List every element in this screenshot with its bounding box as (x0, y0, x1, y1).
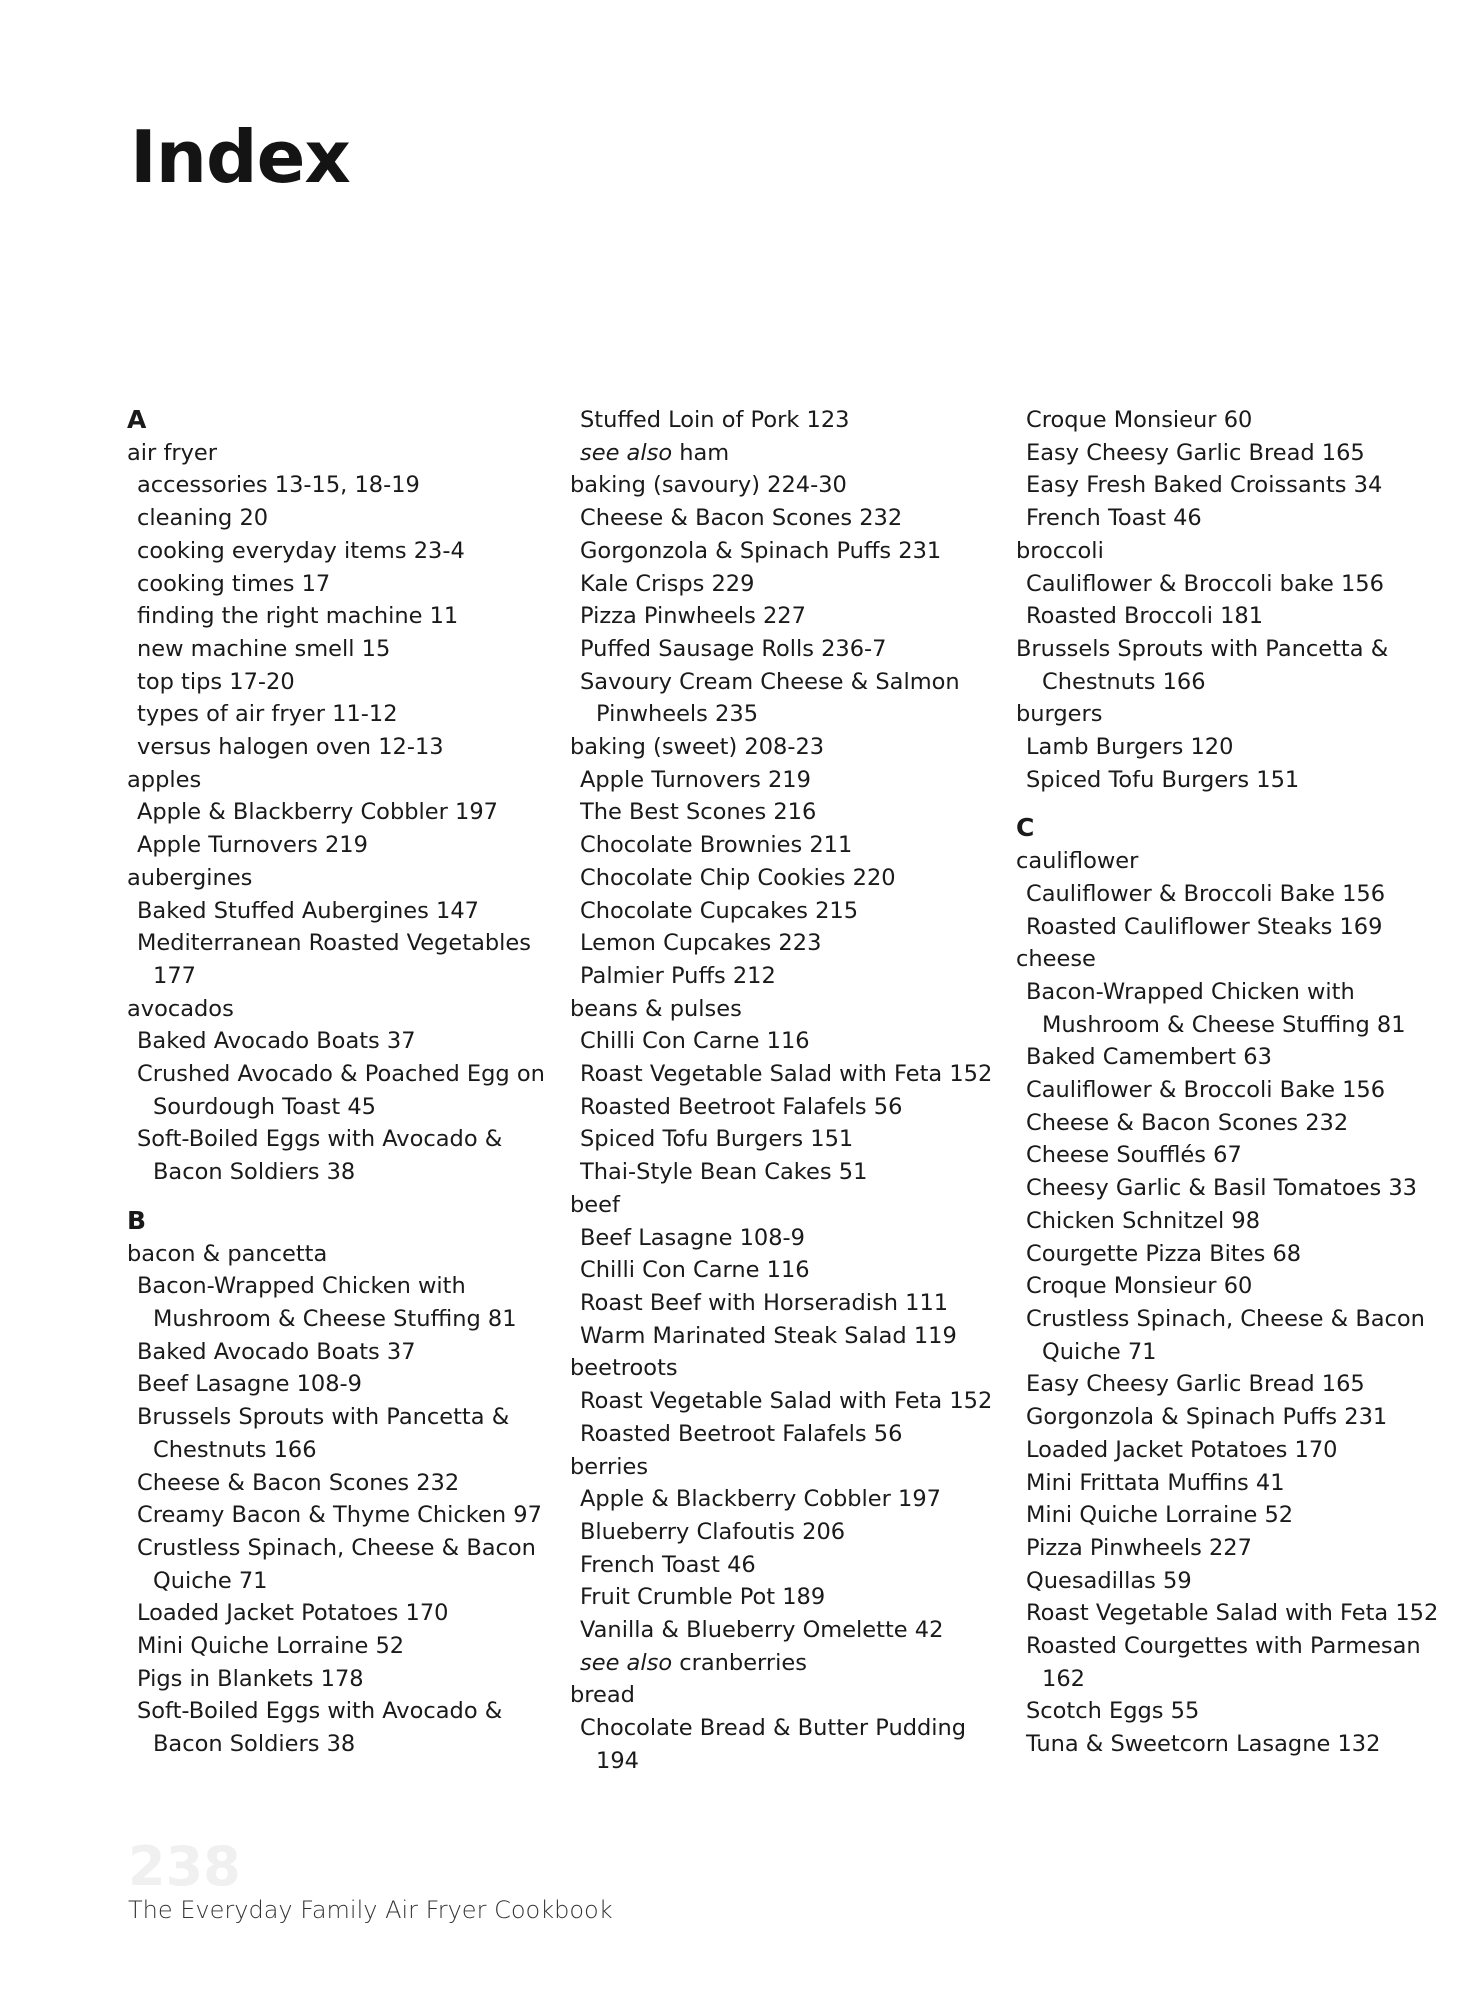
index-subentry: Cauliflower & Broccoli Bake 156 (1026, 1077, 1386, 1104)
index-subentry: Chocolate Chip Cookies 220 (580, 864, 896, 891)
index-subentry: top tips 17-20 (137, 668, 295, 695)
index-subentry: Cauliflower & Broccoli bake 156 (1026, 570, 1384, 597)
index-subentry: Bacon-Wrapped Chicken with (137, 1273, 466, 1300)
index-subentry: Loaded Jacket Potatoes 170 (137, 1600, 449, 1627)
index-continuation: Bacon Soldiers 38 (153, 1731, 356, 1758)
index-subentry: cooking everyday items 23-4 (137, 537, 465, 564)
index-subentry: Spiced Tofu Burgers 151 (580, 1126, 854, 1153)
index-heading: baking (savoury) 224-30 (570, 472, 847, 499)
index-subentry: cleaning 20 (137, 505, 269, 532)
index-heading: bread (570, 1682, 635, 1709)
index-heading: beef (570, 1191, 620, 1218)
index-column-1 (127, 404, 547, 1761)
index-heading: apples (127, 766, 202, 793)
index-subentry: Croque Monsieur 60 (1026, 407, 1253, 433)
index-continuation: Mushroom & Cheese Stuffing 81 (1042, 1011, 1406, 1038)
index-subentry: Roast Vegetable Salad with Feta 152 (1026, 1600, 1439, 1627)
index-subentry: Puffed Sausage Rolls 236-7 (580, 635, 887, 662)
index-subentry: Soft-Boiled Eggs with Avocado & (137, 1126, 503, 1153)
index-subentry: Pizza Pinwheels 227 (1026, 1534, 1252, 1561)
index-subentry: Mini Quiche Lorraine 52 (1026, 1502, 1294, 1529)
index-subentry: Easy Cheesy Garlic Bread 165 (1026, 1371, 1365, 1398)
index-subentry: Apple & Blackberry Cobbler 197 (580, 1486, 941, 1513)
index-continuation: Mushroom & Cheese Stuffing 81 (153, 1305, 517, 1332)
index-heading: Brussels Sprouts with Pancetta & (1016, 635, 1389, 662)
index-subentry: The Best Scones 216 (580, 799, 817, 826)
index-subentry: Roast Vegetable Salad with Feta 152 (580, 1388, 993, 1415)
index-subentry: Roast Vegetable Salad with Feta 152 (580, 1061, 993, 1088)
see-also-label: see also (580, 1649, 673, 1676)
index-subentry: Easy Cheesy Garlic Bread 165 (1026, 439, 1365, 466)
index-subentry: Crustless Spinach, Cheese & Bacon (1026, 1305, 1425, 1332)
index-subentry: Apple Turnovers 219 (137, 832, 368, 859)
index-subentry: cooking times 17 (137, 570, 331, 597)
index-subentry: Baked Avocado Boats 37 (137, 1338, 416, 1365)
index-subentry: Quesadillas 59 (1026, 1567, 1192, 1594)
index-subentry: Easy Fresh Baked Croissants 34 (1026, 472, 1383, 499)
index-continuation: Quiche 71 (1042, 1338, 1157, 1365)
index-heading: air fryer (127, 439, 218, 466)
index-continuation: Bacon Soldiers 38 (153, 1159, 356, 1186)
index-subentry (570, 1647, 990, 1680)
index-heading: cauliflower (1016, 848, 1139, 875)
index-subentry: Cauliflower & Broccoli Bake 156 (1026, 880, 1386, 907)
index-continuation: 194 (596, 1747, 639, 1774)
index-subentry: Apple Turnovers 219 (580, 766, 811, 793)
index-subentry: finding the right machine 11 (137, 603, 459, 630)
index-heading: burgers (1016, 701, 1103, 728)
index-subentry: Crustless Spinach, Cheese & Bacon (137, 1534, 536, 1561)
index-subentry: types of air fryer 11-12 (137, 701, 398, 728)
index-subentry: Lemon Cupcakes 223 (580, 930, 822, 957)
index-heading: broccoli (1016, 537, 1104, 564)
index-subentry: Spiced Tofu Burgers 151 (1026, 766, 1300, 793)
index-subentry: new machine smell 15 (137, 635, 391, 662)
index-subentry (570, 437, 990, 470)
index-subentry: Roasted Beetroot Falafels 56 (580, 1420, 903, 1447)
index-heading: bacon & pancetta (127, 1240, 328, 1267)
index-continuation: Chestnuts 166 (1042, 668, 1206, 695)
index-subentry: Gorgonzola & Spinach Puffs 231 (580, 537, 942, 564)
index-subentry: Stuffed Loin of Pork 123 (580, 407, 850, 433)
index-subentry: Palmier Puffs 212 (580, 962, 776, 989)
index-subentry: Cheese & Bacon Scones 232 (1026, 1109, 1349, 1136)
index-subentry: Cheese Soufflés 67 (1026, 1142, 1242, 1169)
index-subentry: Cheesy Garlic & Basil Tomatoes 33 (1026, 1175, 1417, 1202)
index-subentry: French Toast 46 (1026, 505, 1202, 532)
index-subentry: Fruit Crumble Pot 189 (580, 1584, 826, 1611)
index-subentry: French Toast 46 (580, 1551, 756, 1578)
index-subentry: Savoury Cream Cheese & Salmon (580, 668, 960, 695)
index-subentry: Cheese & Bacon Scones 232 (580, 505, 903, 532)
index-subentry: Vanilla & Blueberry Omelette 42 (580, 1617, 944, 1644)
index-subentry: Roasted Broccoli 181 (1026, 603, 1264, 630)
index-continuation: 162 (1042, 1665, 1085, 1692)
index-subentry: Chilli Con Carne 116 (580, 1028, 810, 1055)
index-subentry: Chocolate Cupcakes 215 (580, 897, 859, 924)
index-subentry: Cheese & Bacon Scones 232 (137, 1469, 460, 1496)
index-continuation: Sourdough Toast 45 (153, 1093, 376, 1120)
index-column-2 (570, 404, 993, 1778)
index-subentry: Roasted Cauliflower Steaks 169 (1026, 913, 1383, 940)
cross-reference-text: cranberries (672, 1649, 807, 1676)
index-subentry: Beef Lasagne 108-9 (137, 1371, 362, 1398)
index-subentry: Roasted Courgettes with Parmesan (1026, 1633, 1421, 1660)
index-continuation: Chestnuts 166 (153, 1436, 317, 1463)
index-subentry: Baked Camembert 63 (1026, 1044, 1272, 1071)
index-subentry: Roasted Beetroot Falafels 56 (580, 1093, 903, 1120)
index-letter-heading: C (1016, 813, 1035, 843)
index-heading: avocados (127, 995, 234, 1022)
index-subentry: Bacon-Wrapped Chicken with (1026, 978, 1355, 1005)
index-heading: berries (570, 1453, 649, 1480)
index-subentry: Beef Lasagne 108-9 (580, 1224, 805, 1251)
index-heading: cheese (1016, 946, 1096, 973)
index-continuation: Quiche 71 (153, 1567, 268, 1594)
index-subentry: Courgette Pizza Bites 68 (1026, 1240, 1302, 1267)
index-subentry: Thai-Style Bean Cakes 51 (580, 1159, 868, 1186)
index-subentry: Baked Avocado Boats 37 (137, 1028, 416, 1055)
index-subentry: Roast Beef with Horseradish 111 (580, 1289, 949, 1316)
index-subentry: Chocolate Brownies 211 (580, 832, 853, 859)
index-letter-heading: B (127, 1205, 147, 1235)
index-subentry: Scotch Eggs 55 (1026, 1698, 1200, 1725)
index-subentry: Mini Frittata Muffins 41 (1026, 1469, 1285, 1496)
index-subentry: Chicken Schnitzel 98 (1026, 1207, 1261, 1234)
index-subentry: Mediterranean Roasted Vegetables (137, 930, 531, 957)
index-subentry: Soft-Boiled Eggs with Avocado & (137, 1698, 503, 1725)
index-subentry: Creamy Bacon & Thyme Chicken 97 (137, 1502, 542, 1529)
index-subentry: Warm Marinated Steak Salad 119 (580, 1322, 957, 1349)
index-subentry: accessories 13-15, 18-19 (137, 472, 420, 499)
page-title: Index (130, 115, 350, 199)
index-subentry: Chocolate Bread & Butter Pudding (580, 1715, 967, 1742)
index-column-3 (1016, 404, 1439, 1761)
section-gap (127, 1189, 547, 1205)
index-subentry: Croque Monsieur 60 (1026, 1273, 1253, 1300)
index-subentry: Blueberry Clafoutis 206 (580, 1518, 846, 1545)
index-subentry: Lamb Burgers 120 (1026, 734, 1234, 761)
index-heading: beans & pulses (570, 995, 742, 1022)
book-title-footer: The Everyday Family Air Fryer Cookbook (128, 1896, 613, 1924)
index-subentry: Mini Quiche Lorraine 52 (137, 1633, 405, 1660)
page-number: 238 (128, 1835, 241, 1898)
index-subentry: Kale Crisps 229 (580, 570, 755, 597)
index-subentry: Crushed Avocado & Poached Egg on (137, 1061, 545, 1088)
index-subentry: Pigs in Blankets 178 (137, 1665, 364, 1692)
index-continuation: 177 (153, 962, 196, 989)
index-subentry: Tuna & Sweetcorn Lasagne 132 (1026, 1731, 1381, 1758)
index-continuation: Pinwheels 235 (596, 701, 759, 728)
index-letter-heading: A (127, 405, 147, 434)
see-also-label: see also (580, 439, 673, 466)
index-subentry: Baked Stuffed Aubergines 147 (137, 897, 479, 924)
index-heading: baking (sweet) 208-23 (570, 734, 825, 761)
index-subentry: Gorgonzola & Spinach Puffs 231 (1026, 1404, 1388, 1431)
section-gap (1016, 796, 1436, 812)
index-heading: aubergines (127, 864, 253, 891)
index-subentry: Apple & Blackberry Cobbler 197 (137, 799, 498, 826)
index-heading: beetroots (570, 1355, 678, 1382)
cross-reference-text: ham (672, 439, 730, 466)
index-subentry: versus halogen oven 12-13 (137, 734, 444, 761)
index-subentry: Chilli Con Carne 116 (580, 1257, 810, 1284)
index-subentry: Loaded Jacket Potatoes 170 (1026, 1436, 1338, 1463)
index-subentry: Pizza Pinwheels 227 (580, 603, 806, 630)
index-subentry: Brussels Sprouts with Pancetta & (137, 1404, 510, 1431)
